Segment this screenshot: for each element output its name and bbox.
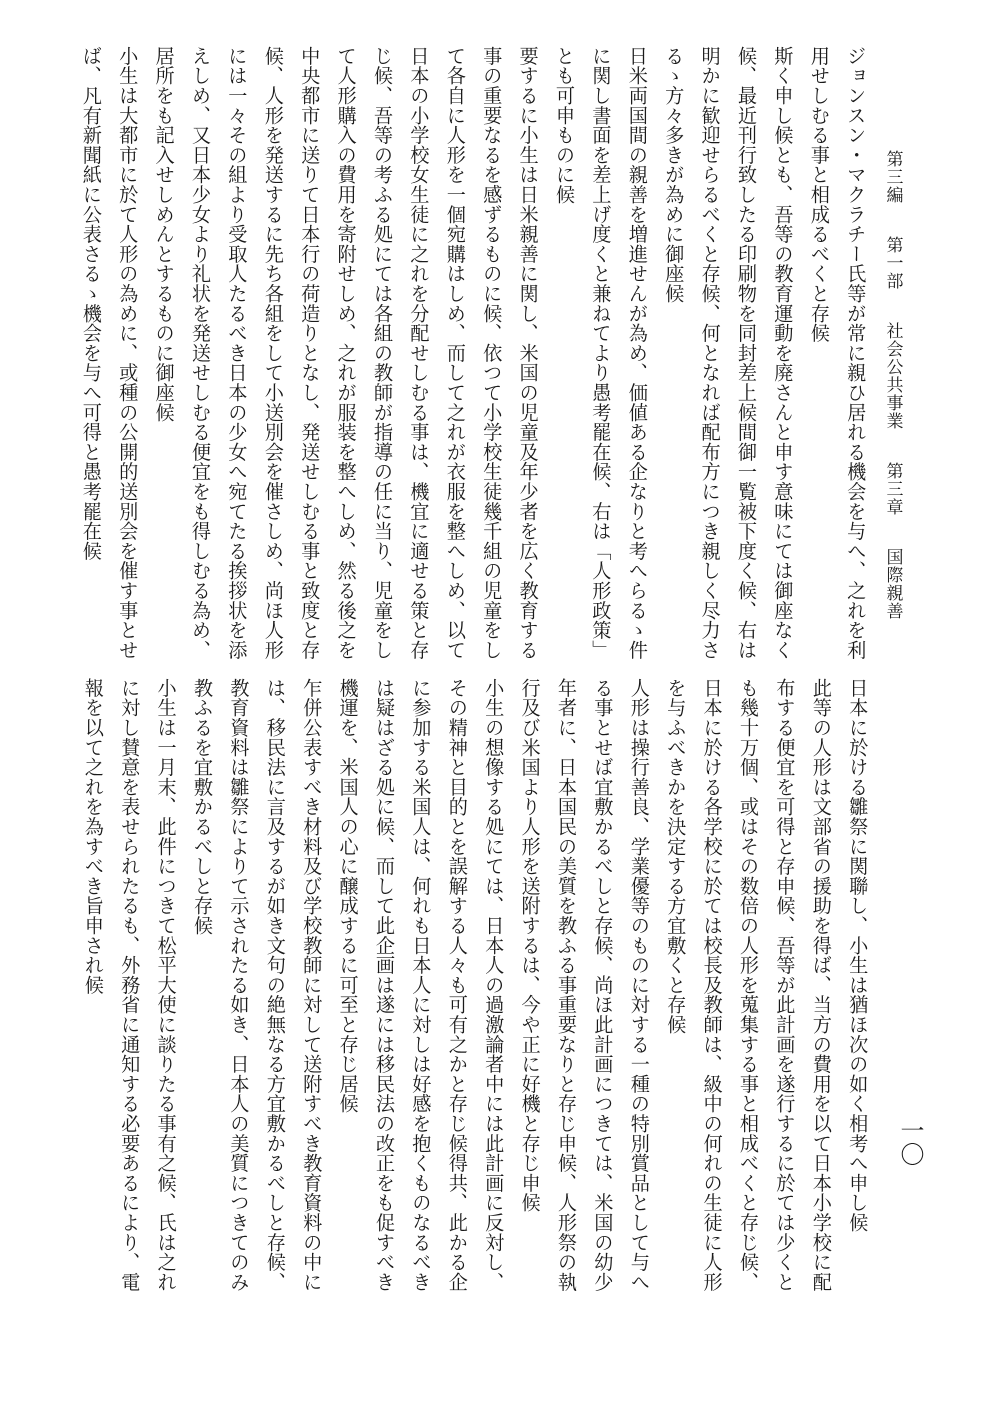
text-column: 事の重要なるを感ずるものに候、依つて小学校生徒幾千組の児童をし [480, 46, 504, 660]
text-column: には一々その組より受取人たるべき日本の少女へ宛てたる挨拶状を添 [225, 46, 249, 660]
text-column: 乍併公表すべき材料及び学校教師に対して送附すべき教育資料の中に [300, 678, 324, 1292]
header-section: 第一部 [882, 236, 903, 290]
text-column: に参加する米国人は、何れも日本人に対しは好感を抱くものなるべき [409, 678, 433, 1292]
text-column: 斯く申し候とも、吾等の教育運動を廃さんと申す意味にては御座なく [771, 46, 795, 660]
text-column: る事とせば宜敷かるべしと存候、尚ほ此計画につきては、米国の幼少 [591, 678, 615, 1292]
text-column: その精神と目的とを誤解する人々も可有之かと存じ候得共、此かる企 [445, 678, 469, 1292]
text-column: 教育資料は雛祭によりて示されたる如き、日本人の美質につきてのみ [227, 678, 251, 1292]
text-column: 教ふるを宜敷かるべしと存候 [191, 678, 214, 936]
text-column: 居所をも記入せしめんとするものに御座候 [152, 46, 176, 423]
text-column: 小生は一月末、此件につきて松平大使に談りたる事有之候、氏は之れ [154, 678, 178, 1292]
text-column: 機運を、米国人の心に醸成するに可至と存じ居候 [336, 678, 360, 1114]
text-column: て各自に人形を一個宛購はしめ、而して之れが衣服を整へしめ、以て [443, 46, 467, 660]
text-column: 日本に於ける各学校に於ては校長及教師は、級中の何れの生徒に人形 [700, 678, 724, 1292]
page-number: 一〇 [896, 1118, 924, 1166]
header-chapter: 第三章 [882, 462, 903, 516]
text-column: とも可申ものに候 [553, 46, 576, 205]
text-column: 候、最近刊行致したる印刷物を同封差上候間御一覧被下度く候、右は [735, 46, 758, 660]
text-column: 日米両国間の親善を増進せんが為め、価値ある企なりと考へらるゝ件 [625, 46, 649, 660]
header-part: 第三編 [882, 150, 903, 204]
text-column: ジョンスン・マクラチー氏等が常に親ひ居れる機会を与へ、之れを利 [844, 46, 868, 660]
text-column: 行及び米国より人形を送附するは、今や正に好機と存じ申候 [518, 678, 542, 1213]
text-column: 年者に、日本国民の美質を教ふる事重要なりと存じ申候、人形祭の執 [555, 678, 578, 1292]
text-column: るゝ方々多きが為めに御座候 [662, 46, 686, 304]
text-column: えしめ、又日本少女より礼状を発送せしむる便宜をも得しむる為め、 [189, 46, 212, 660]
text-column: 候、人形を発送するに先ち各組をして小送別会を催さしめ、尚ほ人形 [261, 46, 285, 660]
text-column: 明かに歓迎せらるべくと存候、何となれば配布方につき親しく尽力さ [698, 46, 722, 660]
text-column: 用せしむる事と相成るべくと存候 [807, 46, 831, 343]
text-column: 人形は操行善良、学業優等のものに対する一種の特別賞品として与へ [627, 678, 651, 1292]
text-column: て人形購入の費用を寄附せしめ、之れが服装を整へしめ、然る後之を [334, 46, 358, 660]
header-subject: 社会公共事業 [882, 322, 903, 430]
text-column: 小生の想像する処にては、日本人の過激論者中には此計画に反対し、 [482, 678, 506, 1292]
text-column: 要するに小生は日米親善に関し、米国の児童及年少者を広く教育する [516, 46, 540, 660]
text-column: に関し書面を差上げ度くと兼ねてより愚考罷在候、右は「人形政策」 [589, 46, 613, 660]
text-column: 此等の人形は文部省の援助を得ば、当方の費用を以て日本小学校に配 [809, 678, 833, 1292]
text-column: に対し賛意を表せられたるも、外務省に通知する必要あるにより、電 [118, 678, 142, 1292]
text-column: を与ふべきかを決定する方宜敷くと存候 [664, 678, 688, 1035]
text-column: 日本の小学校女生徒に之れを分配せしむる事は、機宜に適せる策と存 [407, 46, 431, 660]
running-header [880, 150, 906, 620]
text-column: は、移民法に言及するが如き文句の絶無なる方宜敷かるべしと存候、 [263, 678, 287, 1292]
text-column: 小生は大都市に於て人形の為めに、或種の公開的送別会を催す事とせ [116, 46, 140, 660]
text-column: 報を以て之れを為すべき旨申され候 [81, 678, 105, 995]
text-column: 日本に於ける雛祭に関聯し、小生は猶ほ次の如く相考へ申し候 [846, 678, 870, 1233]
header-topic: 国際親善 [882, 548, 903, 620]
text-column: 布する便宜を可得と存申候、吾等が此計画を遂行するに於ては少くと [773, 678, 797, 1292]
text-column: 中央都市に送りて日本行の荷造りとなし、発送せしむる事と致度と存 [298, 46, 322, 660]
text-column: ば、凡有新聞紙に公表さるゝ機会を与へ可得と愚考罷在候 [79, 46, 103, 561]
text-column: じ候、吾等の考ふる処にては各組の教師が指導の任に当り、児童をし [371, 46, 394, 660]
text-column: も幾十万個、或はその数倍の人形を蒐集する事と相成べくと存じ候、 [737, 678, 760, 1292]
text-column: は疑はざる処に候、而して此企画は遂には移民法の改正をも促すべき [373, 678, 396, 1292]
